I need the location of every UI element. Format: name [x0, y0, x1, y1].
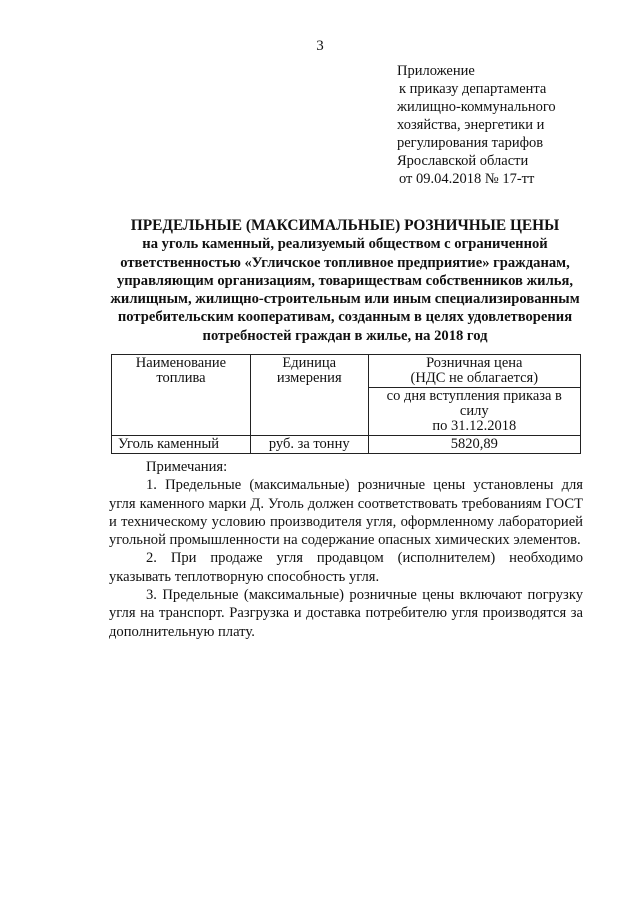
appendix-line: хозяйства, энергетики и — [397, 117, 545, 133]
header-text: топлива — [156, 370, 206, 386]
cell-unit: руб. за тонну — [250, 436, 368, 454]
appendix-line: к приказу департамента — [399, 81, 547, 97]
cell-fuel: Уголь каменный — [112, 436, 251, 454]
note-item: 1. Предельные (максимальные) розничные цены установлены для угля каменного марки Д. Уголь должен соответствовать требованиям ГОСТ и техническому условию производителя угля, оформленному лабораторией угольной промышленности на содержание опасных химических элементов. — [109, 477, 583, 549]
header-text: Наименование — [135, 355, 227, 371]
appendix-line: от 09.04.2018 № 17-тт — [399, 171, 535, 187]
header-price — [368, 355, 580, 388]
table-row — [112, 436, 581, 454]
appendix-line: жилищно-коммунального — [397, 99, 556, 115]
note-item: 3. Предельные (максимальные) розничные цены включают погрузку угля на транспорт. Разгрузка и доставка потребителю угля производятся за дополнительную плату. — [109, 587, 583, 640]
title-line: управляющим организациям, товариществам собственников жилья, — [116, 272, 574, 289]
page-number: 3 — [316, 38, 324, 54]
header-text: Единица — [282, 355, 337, 371]
document-title — [110, 217, 580, 345]
notes-section — [109, 458, 583, 641]
header-text: по 31.12.2018 — [432, 418, 517, 434]
appendix-line: Ярославской области — [397, 153, 529, 169]
header-unit — [250, 355, 368, 436]
title-line: потребительским кооперативам, созданным в целях удовлетворения — [117, 309, 573, 326]
header-text: измерения — [276, 370, 342, 386]
title-line: потребностей граждан в жилье, на 2018 год — [202, 327, 488, 344]
title-line: на уголь каменный, реализуемый обществом с ограниченной — [142, 236, 548, 253]
header-text: (НДС не облагается) — [410, 370, 539, 386]
header-text: Розничная цена — [426, 355, 523, 371]
header-period — [368, 388, 580, 436]
table-header-row — [112, 355, 581, 388]
notes-heading: Примечания: — [146, 459, 228, 475]
price-table — [111, 354, 581, 454]
header-text: со дня вступления приказа в силу — [386, 388, 562, 419]
note-item: 2. При продаже угля продавцом (исполнителем) необходимо указывать теплотворную способность угля. — [109, 550, 583, 585]
title-main: ПРЕДЕЛЬНЫЕ (МАКСИМАЛЬНЫЕ) РОЗНИЧНЫЕ ЦЕНЫ — [130, 217, 560, 234]
title-line: жилищным, жилищно-строительным или иным специализированным — [110, 291, 580, 308]
appendix-block — [397, 62, 556, 188]
cell-price: 5820,89 — [368, 436, 580, 454]
appendix-line: регулирования тарифов — [397, 135, 544, 151]
title-line: ответственностью «Угличское топливное предприятие» гражданам, — [120, 254, 570, 271]
appendix-line: Приложение — [397, 63, 475, 79]
header-fuel-name — [112, 355, 251, 436]
